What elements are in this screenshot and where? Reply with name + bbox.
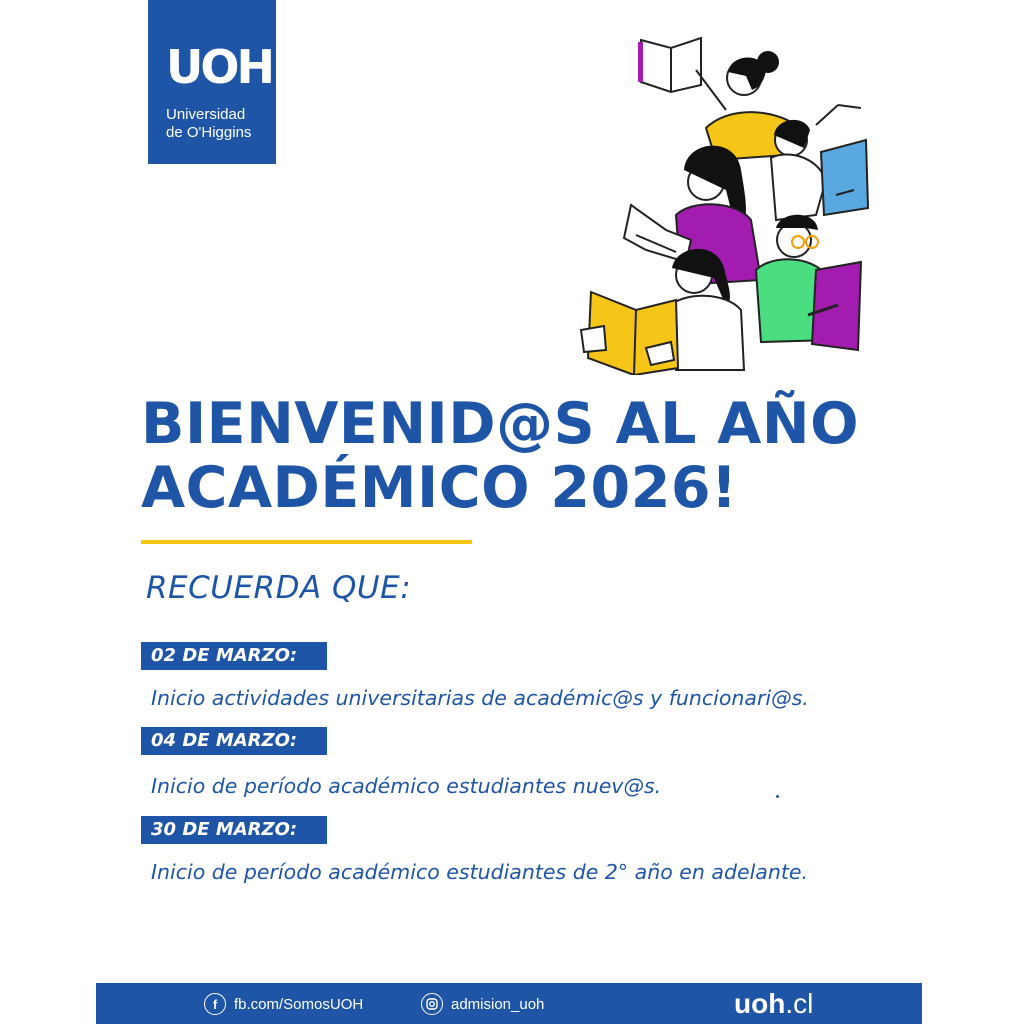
facebook-link[interactable] bbox=[204, 992, 363, 1016]
website-link[interactable] bbox=[734, 986, 813, 1022]
instagram-glyph bbox=[426, 998, 438, 1010]
event-text-march-02: Inicio actividades universitarias de académic@s y funcionari@s. bbox=[151, 686, 809, 710]
students-reading-illustration bbox=[576, 30, 876, 375]
stray-dot bbox=[776, 795, 779, 798]
logo-name bbox=[166, 106, 251, 142]
website-bold: uoh bbox=[734, 988, 786, 1019]
headline-line1: BIENVENID@S AL AÑO bbox=[141, 391, 860, 457]
yellow-divider bbox=[141, 540, 472, 544]
subtitle: RECUERDA QUE: bbox=[146, 570, 412, 606]
logo-name-line1: Universidad bbox=[166, 106, 246, 123]
date-badge-march-30: 30 DE MARZO: bbox=[141, 816, 327, 844]
headline-line2: ACADÉMICO 2026! bbox=[141, 455, 738, 521]
date-badge-march-04: 04 DE MARZO: bbox=[141, 727, 327, 755]
instagram-link[interactable] bbox=[421, 992, 544, 1016]
instagram-handle: admision_uoh bbox=[451, 995, 545, 1013]
logo-mark: UOH bbox=[166, 40, 272, 94]
event-text-march-30: Inicio de período académico estudiantes de 2° año en adelante. bbox=[151, 860, 809, 884]
facebook-handle: fb.com/SomosUOH bbox=[234, 995, 364, 1013]
date-badge-march-02: 02 DE MARZO: bbox=[141, 642, 327, 670]
headline bbox=[141, 392, 901, 520]
uoh-logo bbox=[148, 0, 276, 164]
event-text-march-04: Inicio de período académico estudiantes nuev@s. bbox=[151, 774, 662, 798]
poster bbox=[96, 0, 922, 1024]
footer bbox=[96, 983, 922, 1024]
website-tld: .cl bbox=[785, 988, 814, 1019]
facebook-icon: f bbox=[204, 993, 226, 1015]
instagram-icon bbox=[421, 993, 443, 1015]
logo-name-line2: de O'Higgins bbox=[166, 124, 252, 141]
